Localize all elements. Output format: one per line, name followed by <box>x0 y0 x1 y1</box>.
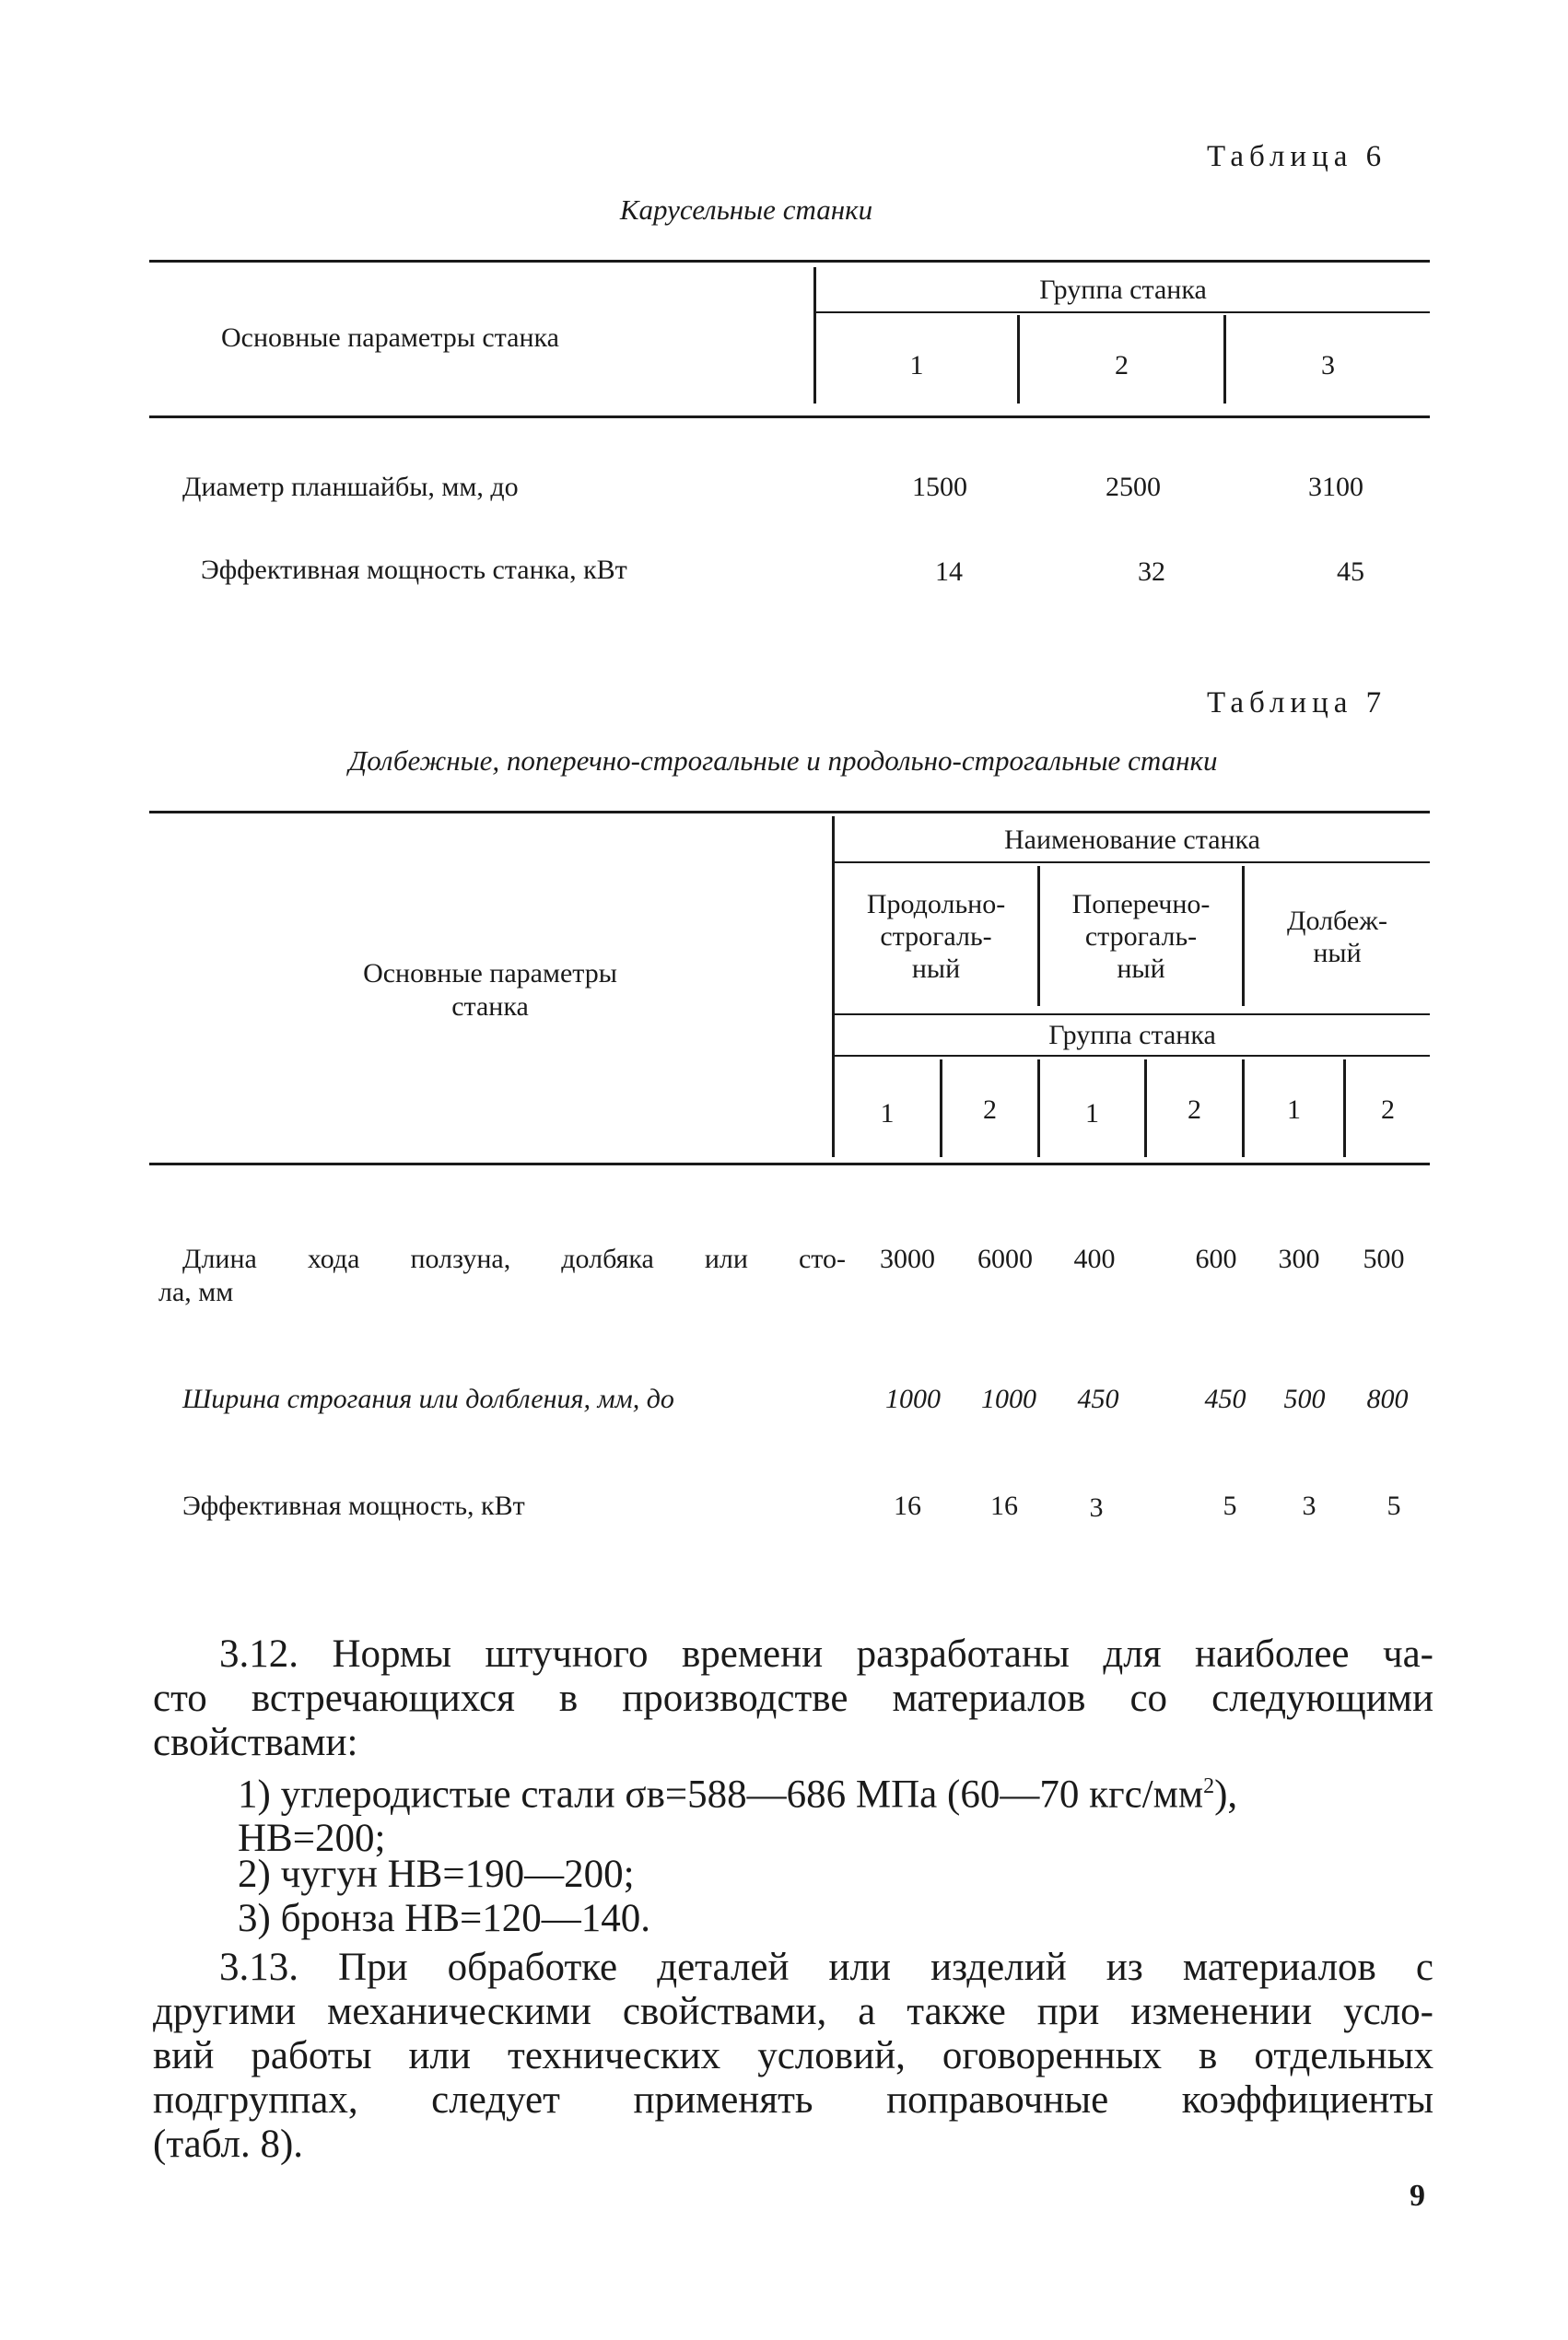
table7-group-2: 2 <box>983 1094 997 1125</box>
item1-line2: HB=200; <box>238 1817 386 1861</box>
table7-top-rule <box>149 811 1430 813</box>
table7-group-6: 2 <box>1381 1094 1395 1125</box>
table7-head-name: Наименование станка <box>1004 825 1260 855</box>
table7-row1-label-1: Длина хода ползуна, долбяка или сто- <box>182 1244 846 1274</box>
table6-row2-label: Эффективная мощность станка, кВт <box>201 555 627 585</box>
table6-group-2: 2 <box>1115 350 1129 380</box>
table7-row2-val3: 450 <box>1077 1384 1119 1414</box>
table6-row1-val3: 3100 <box>1308 472 1363 502</box>
table7-row1-val1: 3000 <box>880 1244 935 1274</box>
paragraph-3-12 <box>153 1632 1433 1765</box>
table7-row1-label-2: ла, мм <box>158 1277 234 1307</box>
page-number: 9 <box>1410 2179 1425 2213</box>
table7-row3-label: Эффективная мощность, кВт <box>182 1491 525 1521</box>
table7-row3-val6: 5 <box>1387 1491 1401 1521</box>
table6-title: Карусельные станки <box>619 193 873 226</box>
item1-sup: 2 <box>1203 1774 1215 1798</box>
table7-head-group: Группа станка <box>1048 1020 1216 1050</box>
table7-row2-val2: 1000 <box>981 1384 1036 1414</box>
table7-row3-val1: 16 <box>894 1491 921 1521</box>
table6-row1-val1: 1500 <box>912 472 967 502</box>
p312-line2: сто встречающихся в производстве материалов со следующими <box>153 1677 1433 1720</box>
table7-row2-val5: 500 <box>1283 1384 1326 1414</box>
table7-row2-val1: 1000 <box>885 1384 941 1414</box>
table6-group-3: 3 <box>1321 350 1335 380</box>
table6-row2-val1: 14 <box>935 556 963 587</box>
table7-type1-l2: строгаль- <box>880 921 992 952</box>
table7-row3-val3: 3 <box>1089 1492 1104 1523</box>
table7-row1-val6: 500 <box>1363 1244 1405 1274</box>
p313-line3: вий работы или технических условий, оговоренных в отдельных <box>153 2034 1433 2077</box>
table6-caption: Таблица 6 <box>1207 140 1387 173</box>
table7-head-name-rule <box>835 861 1430 863</box>
table7-group-4: 2 <box>1188 1094 1201 1125</box>
table7-divider-type23 <box>1242 866 1245 1006</box>
table7-type1-l3: ный <box>911 954 961 984</box>
table7-type-rule <box>835 1013 1430 1015</box>
table6-row2-val3: 45 <box>1337 556 1364 587</box>
p312-line1: 3.12. Нормы штучного времени разработаны для наиболее ча- <box>219 1632 1433 1676</box>
table6-group-1: 1 <box>909 350 924 380</box>
p313-line4: подгруппах, следует применять поправочные коэффициенты <box>153 2078 1433 2122</box>
table7-row1-val2: 6000 <box>977 1244 1033 1274</box>
item1-text-a: 1) углеродистые стали σв=588—686 МПа (60—70 кгс/мм <box>238 1773 1204 1817</box>
table6-row1-val2: 2500 <box>1106 472 1161 502</box>
table7-group-3: 1 <box>1085 1098 1099 1129</box>
table7-row2-label: Ширина строгания или долбления, мм, до <box>182 1384 674 1414</box>
table6-head-group: Группа станка <box>1039 275 1207 305</box>
table6-top-rule <box>149 260 1430 263</box>
table7-type2-l2: строгаль- <box>1084 921 1198 952</box>
table6-head-params: Основные параметры станка <box>221 322 559 353</box>
table7-head-params-1: Основные параметры <box>363 958 617 989</box>
p313-line1: 3.13. При обработке деталей или изделий из материалов с <box>219 1946 1433 1989</box>
table7-row1-val4: 600 <box>1195 1244 1237 1274</box>
table7-row2-val4: 450 <box>1204 1384 1246 1414</box>
table7-type3-l2: ный <box>1313 938 1362 968</box>
table7-row3-val2: 16 <box>990 1491 1018 1521</box>
item1-text-b: ), <box>1214 1773 1238 1817</box>
table7-group-1: 1 <box>880 1098 895 1129</box>
table7-head-rule <box>149 1163 1430 1165</box>
table7-row3-val5: 3 <box>1302 1491 1316 1521</box>
table7-type2-l1: Поперечно- <box>1071 889 1211 919</box>
table7-head-params-2: станка <box>451 991 529 1022</box>
list-item-3: 3) бронза HB=120—140. <box>238 1897 651 1940</box>
list-item-2: 2) чугун HB=190—200; <box>238 1853 635 1896</box>
table7-type3-l1: Долбеж- <box>1287 906 1387 936</box>
table6-head-rule <box>149 415 1430 418</box>
table7-group-5: 1 <box>1287 1094 1301 1125</box>
paragraph-3-13 <box>153 1946 1433 2167</box>
item1-line1 <box>238 1764 1433 1817</box>
table7-row1-val5: 300 <box>1278 1244 1320 1274</box>
table7-type1-l1: Продольно- <box>866 889 1006 919</box>
table7-row2-val6: 800 <box>1366 1384 1409 1414</box>
table7-caption: Таблица 7 <box>1207 686 1387 720</box>
table6-row1-label: Диаметр планшайбы, мм, до <box>182 472 519 502</box>
p313-line5: (табл. 8). <box>153 2123 304 2166</box>
list-item-1 <box>238 1764 1433 1861</box>
p312-line3: свойствами: <box>153 1721 358 1764</box>
table7-row3-val4: 5 <box>1223 1491 1237 1521</box>
table7-title: Долбежные, поперечно-строгальные и продольно-строгальные станки <box>348 744 1218 777</box>
table6-row2-val2: 32 <box>1138 556 1165 587</box>
table7-row1-val3: 400 <box>1073 1244 1116 1274</box>
table6-head-group-rule <box>816 311 1430 313</box>
table7-head-group-rule <box>835 1055 1430 1057</box>
p313-line2: другими механическими свойствами, а также при изменении усло- <box>153 1990 1433 2033</box>
table7-type2-l3: ный <box>1117 954 1165 984</box>
